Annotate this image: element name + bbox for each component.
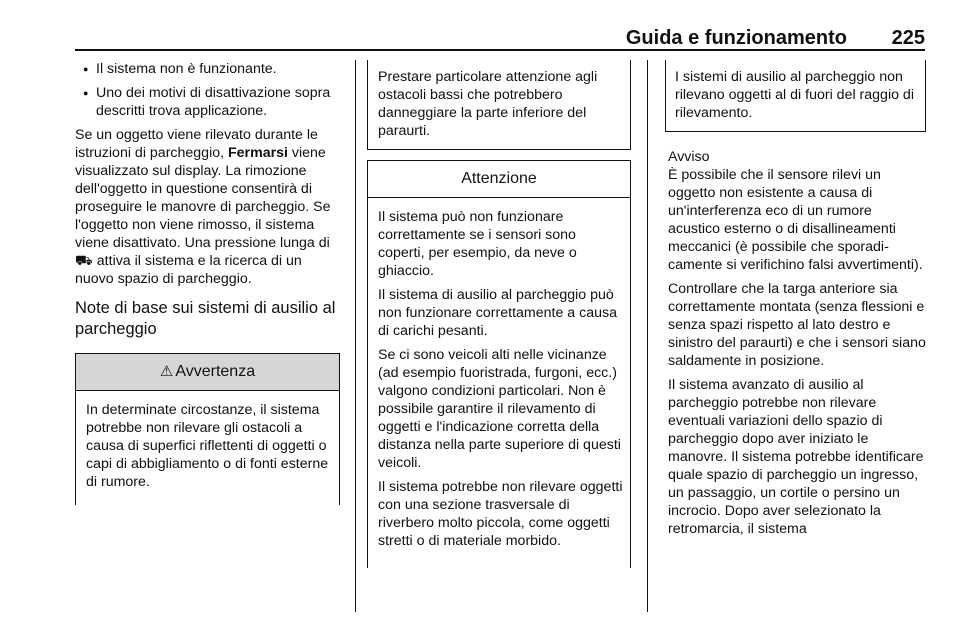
display-message: Fermarsi [228,145,288,161]
list-item: ● Uno dei motivi di disattivazione sopra descritti trova applicazione. [75,84,340,120]
paragraph: Se ci sono veicoli alti nelle vicinanze (ad esempio fuoristrada, furgoni, ecc.) valgono condizioni particolari. Non è possibile garantire il rilevamento di oggetti e l'indicazione corretta della distanza nella parte superiore di questi veicoli. [378,347,621,471]
warning-box-body: In determinate circostanze, il sistema potrebbe non rilevare gli ostacoli a causa di superfici riflettenti di oggetti o capi di abbigliamento o di fonti esterne di rumore. [75,391,340,505]
section-heading: Note di base sui sistemi di ausilio al parcheggio [75,299,336,338]
column-divider [647,60,648,612]
paragraph: Il sistema di ausilio al parcheggio può non funzionare correttamente a causa di carichi pesanti. [378,287,617,339]
paragraph: Se un oggetto viene rilevato durante le istruzioni di parcheggio, Fermarsi viene visualizzato sul display. La rimozione dell'oggetto in questione consentirà di proseguire le manovre di parcheggio. Se l'oggetto non viene rimosso, il sistema viene disattivato. Una pressione lunga di ⛟ attiva il sistema e la ricerca di un nuovo spazio di parcheggio. [75,127,331,287]
column-right [668,60,926,544]
paragraph: Il sistema può non funzionare correttamente se i sensori sono coperti, per esempio, da neve o ghiaccio. [378,209,577,279]
warning-box [75,353,340,505]
section-title: Guida e funzionamento [625,27,847,49]
warning-triangle-icon: ⚠ [159,363,174,380]
caution-box-body [368,198,630,568]
caution-box-title: Attenzione [368,161,630,198]
paragraph: Controllare che la targa anteriore sia correttamente montata (senza flessioni e senza spazi rispetto al lato destro e sinistro del paraurti) e che i sensori siano saldamente in posizione. [668,281,926,369]
paragraph: È possibile che il sensore rilevi un oggetto non esistente a causa di un'interferenza eco di un rumore acustico esterno o di disallineamenti meccanici (è possibile che sporadicamente si verifichino falsi avvertimenti). [668,167,923,273]
column-divider [355,60,356,612]
column-middle [369,60,631,568]
page-header [75,27,925,49]
caution-box [367,160,631,568]
page-number: 225 [891,27,925,49]
header-rule [75,49,925,51]
paragraph: Il sistema potrebbe non rilevare oggetti con una sezione trasversale di riverbero molto piccola, come oggetti stretti o di materiale morbido. [378,479,623,549]
column-left [75,60,340,505]
list-item: ● Il sistema non è funzionante. [75,60,340,78]
caution-box-continued: I sistemi di ausilio al parcheggio non rilevano oggetti al di fuori del raggio di rilevamento. [665,60,926,132]
paragraph: Il sistema avanzato di ausilio al parcheggio potrebbe non rilevare eventuali variazioni dello spazio di parcheggio dopo aver iniziato le manovre. Il sistema potrebbe identificare quale spazio di parcheggio un ingresso, un passaggio, un cortile o persino un incrocio. Dopo aver selezionato la retromarcia, il sistema [668,377,924,537]
notice-title: Avviso [668,149,710,165]
caution-box-continued: Prestare particolare attenzione agli ostacoli bassi che potrebbero danneggiare la parte inferiore del paraurti. [367,60,631,150]
warning-box-title: ⚠ Avvertenza [75,354,340,391]
